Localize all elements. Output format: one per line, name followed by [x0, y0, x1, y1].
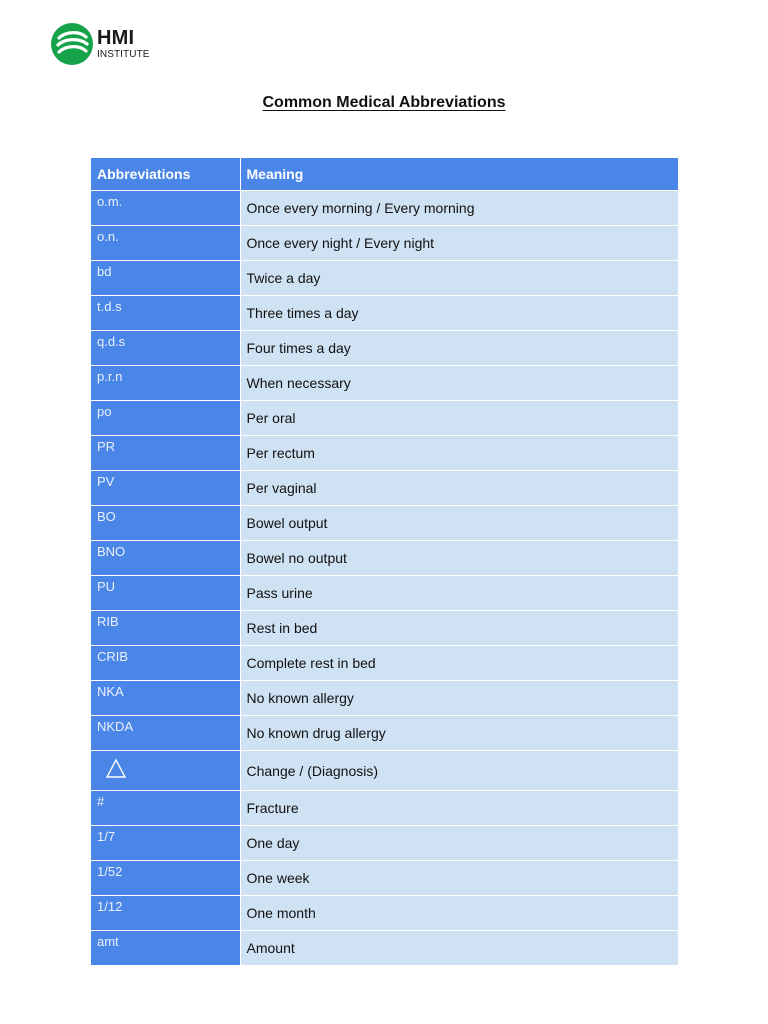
- table-row: [91, 226, 678, 261]
- table-header-row: [91, 158, 678, 191]
- meaning-cell: Amount: [240, 931, 678, 966]
- table-row: [91, 576, 678, 611]
- meaning-cell: Four times a day: [240, 331, 678, 366]
- abbreviation-cell: 1/52: [91, 861, 240, 896]
- meaning-cell: Pass urine: [240, 576, 678, 611]
- meaning-cell: Fracture: [240, 791, 678, 826]
- abbreviation-cell: PV: [91, 471, 240, 506]
- abbreviation-cell: q.d.s: [91, 331, 240, 366]
- table-row: [91, 331, 678, 366]
- abbreviation-cell: BO: [91, 506, 240, 541]
- abbreviation-cell: RIB: [91, 611, 240, 646]
- table-row: [91, 681, 678, 716]
- table-row: [91, 716, 678, 751]
- meaning-cell: No known allergy: [240, 681, 678, 716]
- abbreviation-cell: o.m.: [91, 191, 240, 226]
- table-row: [91, 751, 678, 791]
- table-row: [91, 791, 678, 826]
- meaning-cell: One week: [240, 861, 678, 896]
- table-row: [91, 826, 678, 861]
- meaning-cell: Per vaginal: [240, 471, 678, 506]
- abbreviation-cell: BNO: [91, 541, 240, 576]
- abbreviation-cell: bd: [91, 261, 240, 296]
- logo-name: HMI: [97, 27, 135, 49]
- abbreviation-cell: o.n.: [91, 226, 240, 261]
- meaning-cell: Bowel output: [240, 506, 678, 541]
- abbreviation-cell: p.r.n: [91, 366, 240, 401]
- meaning-cell: Bowel no output: [240, 541, 678, 576]
- meaning-cell: Three times a day: [240, 296, 678, 331]
- table-row: [91, 261, 678, 296]
- meaning-cell: Once every morning / Every morning: [240, 191, 678, 226]
- table-row: [91, 611, 678, 646]
- hmi-logo-icon: [50, 22, 94, 66]
- abbreviation-cell: PR: [91, 436, 240, 471]
- table-row: [91, 896, 678, 931]
- hmi-logo: [50, 20, 170, 68]
- meaning-cell: Per rectum: [240, 436, 678, 471]
- page-title: Common Medical Abbreviations: [262, 94, 506, 111]
- table-row: [91, 436, 678, 471]
- abbreviation-cell: PU: [91, 576, 240, 611]
- table-row: [91, 931, 678, 966]
- meaning-cell: Twice a day: [240, 261, 678, 296]
- meaning-cell: Change / (Diagnosis): [240, 751, 678, 791]
- meaning-cell: One day: [240, 826, 678, 861]
- abbreviation-cell: t.d.s: [91, 296, 240, 331]
- triangle-delta-icon: [105, 758, 127, 780]
- meaning-cell: When necessary: [240, 366, 678, 401]
- abbreviation-cell: amt: [91, 931, 240, 966]
- table-row: [91, 506, 678, 541]
- logo-subtitle: INSTITUTE: [97, 49, 150, 60]
- table-row: [91, 471, 678, 506]
- meaning-cell: Complete rest in bed: [240, 646, 678, 681]
- abbreviation-cell: [91, 751, 240, 791]
- table-row: [91, 366, 678, 401]
- abbreviation-cell: #: [91, 791, 240, 826]
- table-row: [91, 191, 678, 226]
- column-header-abbreviations: Abbreviations: [91, 158, 240, 191]
- column-header-meaning: Meaning: [240, 158, 678, 191]
- meaning-cell: No known drug allergy: [240, 716, 678, 751]
- meaning-cell: Rest in bed: [240, 611, 678, 646]
- abbreviation-cell: CRIB: [91, 646, 240, 681]
- abbreviations-table: [91, 158, 678, 966]
- table-row: [91, 401, 678, 436]
- abbreviation-cell: NKA: [91, 681, 240, 716]
- table-row: [91, 541, 678, 576]
- meaning-cell: Once every night / Every night: [240, 226, 678, 261]
- abbreviation-cell: po: [91, 401, 240, 436]
- abbreviation-cell: 1/12: [91, 896, 240, 931]
- table-row: [91, 646, 678, 681]
- table-row: [91, 296, 678, 331]
- abbreviation-cell: 1/7: [91, 826, 240, 861]
- meaning-cell: One month: [240, 896, 678, 931]
- table-row: [91, 861, 678, 896]
- meaning-cell: Per oral: [240, 401, 678, 436]
- abbreviation-cell: NKDA: [91, 716, 240, 751]
